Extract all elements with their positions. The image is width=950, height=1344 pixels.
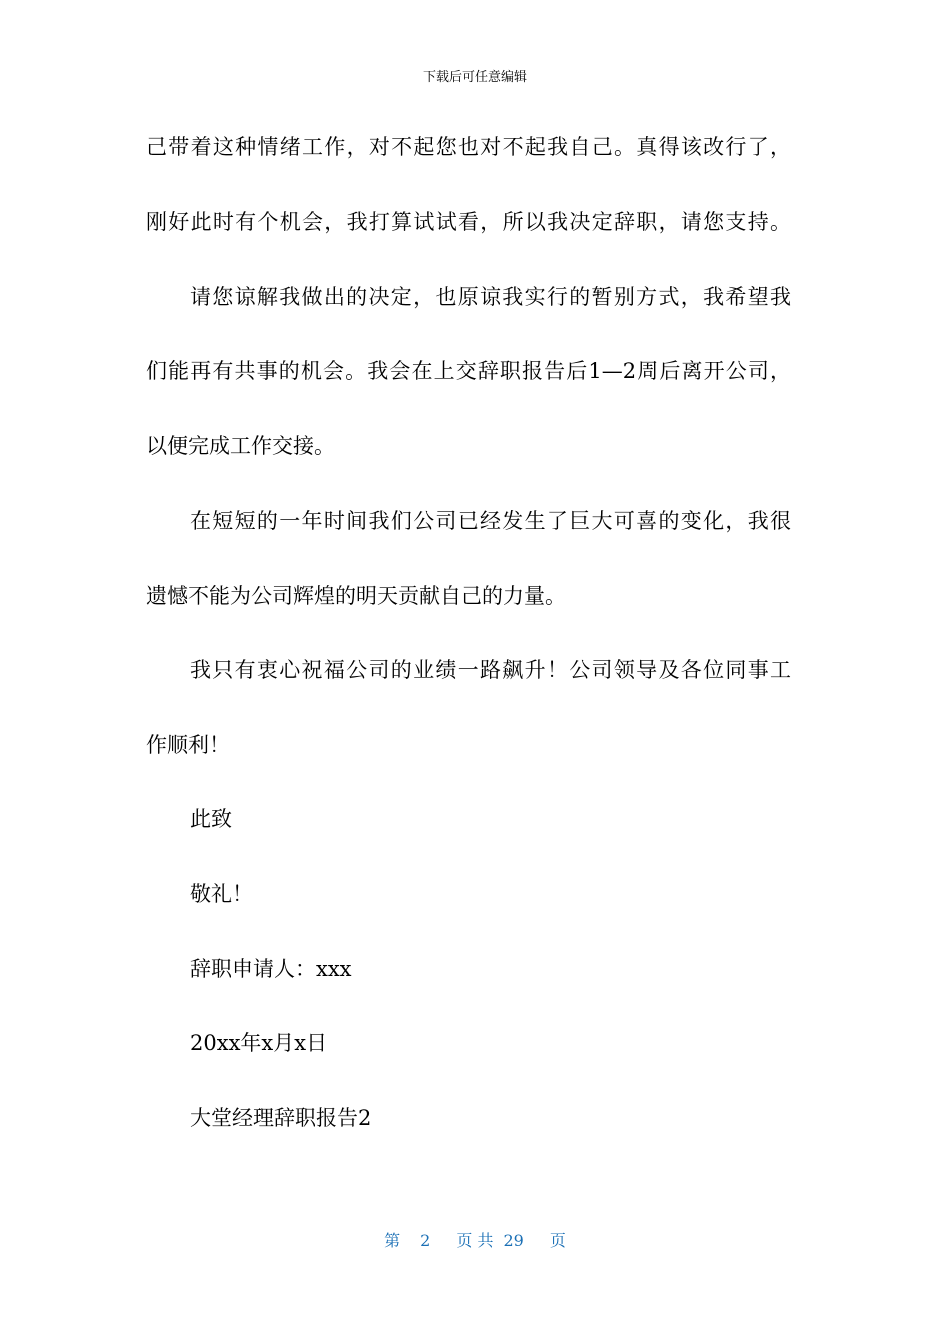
applicant-signature: 辞职申请人：xxx (190, 957, 352, 981)
body-line-1: 己带着这种情绪工作，对不起您也对不起我自己。真得该改行了， (146, 135, 791, 159)
page-label-prefix: 第 (384, 1231, 401, 1250)
page-total: 29 (503, 1231, 524, 1250)
page-header: 下载后可任意编辑 (422, 70, 527, 85)
body-line-6: 在短短的一年时间我们公司已经发生了巨大可喜的变化，我很 (190, 509, 791, 533)
page-footer (0, 1228, 950, 1251)
body-line-2: 刚好此时有个机会，我打算试试看，所以我决定辞职，请您支持。 (146, 210, 791, 234)
letter-date: 20xx年x月x日 (190, 1031, 328, 1055)
body-line-3: 请您谅解我做出的决定，也原谅我实行的暂别方式，我希望我 (190, 285, 791, 309)
page-label-mid: 页 共 (456, 1231, 494, 1250)
body-line-7: 遗憾不能为公司辉煌的明天贡献自己的力量。 (146, 584, 566, 608)
closing-regards: 敬礼！ (190, 882, 253, 906)
page-current: 2 (420, 1231, 431, 1250)
closing-salutation: 此致 (190, 807, 232, 831)
page-label-suffix: 页 (549, 1231, 566, 1250)
section-title: 大堂经理辞职报告2 (190, 1106, 372, 1130)
body-line-8: 我只有衷心祝福公司的业绩一路飙升！公司领导及各位同事工 (190, 658, 791, 682)
body-line-4: 们能再有共事的机会。我会在上交辞职报告后1—2周后离开公司， (146, 359, 791, 383)
body-line-5: 以便完成工作交接。 (146, 434, 335, 458)
body-line-9: 作顺利！ (146, 733, 230, 757)
